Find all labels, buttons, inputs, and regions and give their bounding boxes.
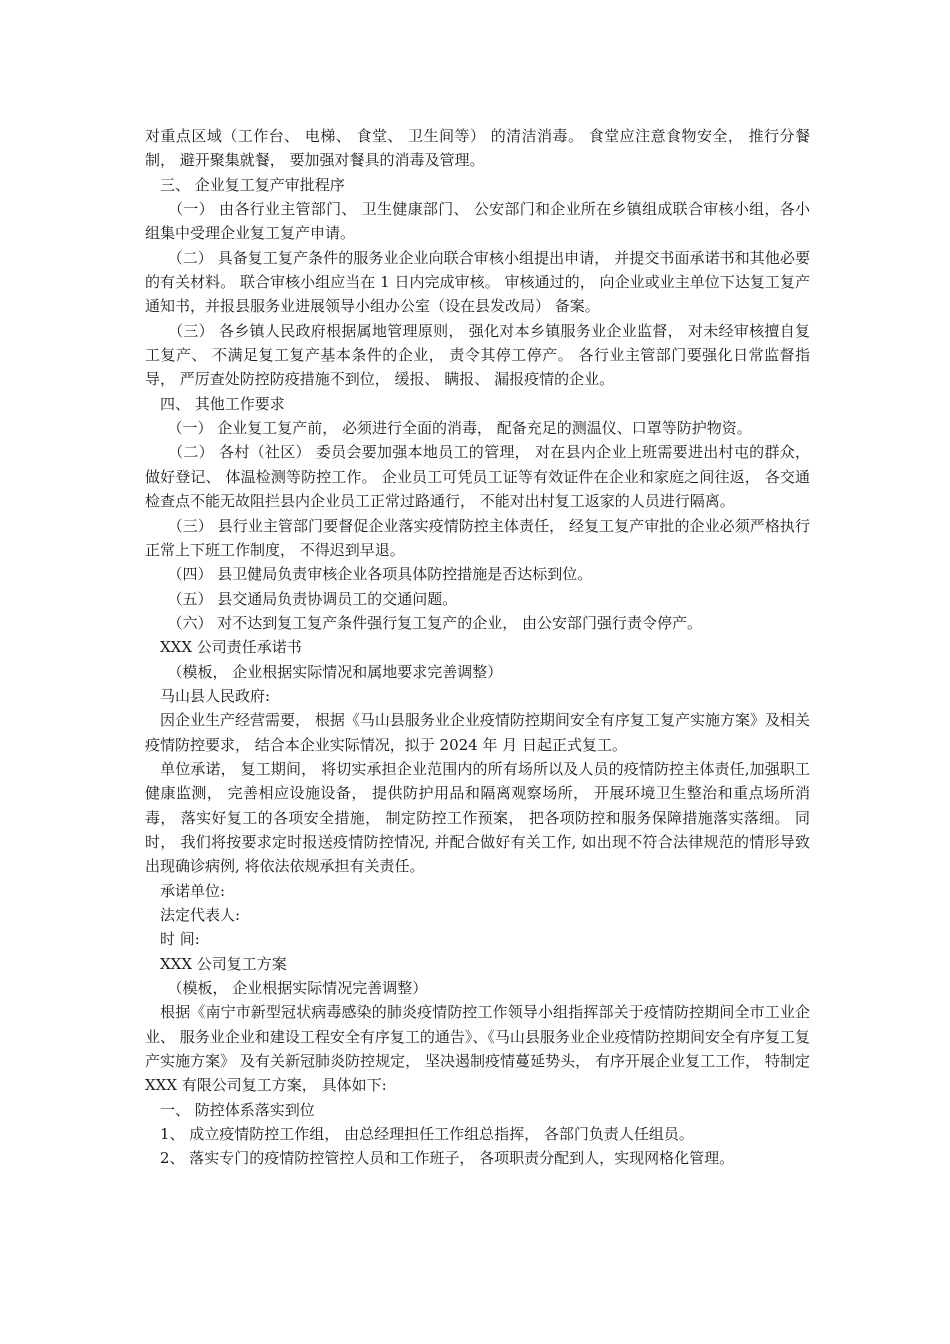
paragraph-3-1: （一） 由各行业主管部门、 卫生健康部门、 公安部门和企业所在乡镇组成联合审核小组，各小组集中受理企业复工复产申请。 [145, 200, 810, 243]
note-commitment-template: （模板， 企业根据实际情况和属地要求完善调整） [145, 662, 503, 681]
paragraph-4-6: （六） 对不达到复工复产条件强行复工复产的企业， 由公安部门强行责令停产。 [145, 613, 703, 632]
signature-representative: 法定代表人: [145, 906, 241, 924]
salutation: 马山县人民政府: [145, 686, 271, 705]
paragraph-hygiene: 对重点区域（工作台、 电梯、 食堂、 卫生间等） 的清洁消毒。 食堂应注意食物安全， 推行分餐制， 避开聚集就餐， 要加强对餐具的消毒及管理。 [145, 127, 810, 170]
document-body [145, 124, 810, 1171]
paragraph-4-1: （一） 企业复工复产前， 必须进行全面的消毒， 配备充足的测温仪、口罩等防护物资。 [145, 419, 752, 438]
heading-section-3: 三、 企业复工复产审批程序 [145, 175, 345, 194]
paragraph-4-3: （三） 县行业主管部门要督促企业落实疫情防控主体责任， 经复工复产审批的企业必须严格执行正常上下班工作制度， 不得迟到早退。 [145, 516, 810, 559]
note-plan-template: （模板， 企业根据实际情况完善调整） [145, 979, 428, 998]
signature-unit: 承诺单位: [145, 881, 226, 900]
heading-plan-section-1: 一、 防控体系落实到位 [145, 1100, 315, 1119]
title-commitment-letter: XXX 公司责任承诺书 [145, 638, 302, 657]
paragraph-3-3: （三） 各乡镇人民政府根据属地管理原则， 强化对本乡镇服务业企业监督， 对未经审核擅自复工复产、 不满足复工复产基本条件的企业， 责令其停工停产。 各行业主管部门要强化日常监督指导， 严厉查处防控防疫措施不到位， 缓报、 瞒报、 漏报疫情的企业。 [145, 321, 810, 389]
signature-date: 时 间: [145, 930, 200, 949]
paragraph-4-5: （五） 县交通局负责协调员工的交通问题。 [145, 589, 458, 608]
title-resumption-plan: XXX 公司复工方案 [145, 954, 287, 973]
paragraph-4-4: （四） 县卫健局负责审核企业各项具体防控措施是否达标到位。 [145, 565, 593, 584]
paragraph-plan-2: 2、 落实专门的疫情防控管控人员和工作班子， 各项职责分配到人，实现网格化管理。 [145, 1149, 735, 1168]
paragraph-commitment-intro: 因企业生产经营需要， 根据《马山县服务业企业疫情防控期间安全有序复工复产实施方案》及相关疫情防控要求， 结合本企业实际情况，拟于 2024 年 月 日起正式复工。 [145, 711, 810, 754]
paragraph-4-2: （二） 各村（社区） 委员会要加强本地员工的管理， 对在县内企业上班需要进出村屯的群众， 做好登记、 体温检测等防控工作。 企业员工可凭员工证等有效证件在企业和家庭之间往返， 各交通检查点不能无故阻拦县内企业员工正常过路通行， 不能对出村复工返家的人员进行隔离。 [145, 443, 810, 511]
paragraph-commitment-body: 单位承诺， 复工期间， 将切实承担企业范围内的所有场所以及人员的疫情防控主体责任,加强职工健康监测， 完善相应设施设备， 提供防护用品和隔离观察场所， 开展环境卫生整治和重点场所消毒， 落实好复工的各项安全措施， 制定防控工作预案， 把各项防控和服务保障措施落实落细。 同时， 我们将按要求定时报送疫情防控情况, 并配合做好有关工作, 如出现不符合法律规范的情形导致出现确诊病例, 将依法依规承担有关责任。 [145, 759, 810, 876]
paragraph-3-2: （二） 具备复工复产条件的服务业企业向联合审核小组提出申请， 并提交书面承诺书和其他必要的有关材料。 联合审核小组应当在 1 日内完成审核。 审核通过的， 向企业或业主单位下达复工复产通知书，并报县服务业进展领导小组办公室（设在县发改局） 备案。 [145, 248, 810, 316]
paragraph-plan-1: 1、 成立疫情防控工作组， 由总经理担任工作组总指挥， 各部门负责人任组员。 [145, 1125, 694, 1144]
heading-section-4: 四、 其他工作要求 [145, 394, 285, 413]
paragraph-plan-intro: 根据《南宁市新型冠状病毒感染的肺炎疫情防控工作领导小组指挥部关于疫情防控期间全市工业企业、 服务业企业和建设工程安全有序复工的通告》、《马山县服务业企业疫情防控期间安全有序复工复产实施方案》 及有关新冠肺炎防控规定， 坚决遏制疫情蔓延势头， 有序开展企业复工工作， 特制定 XXX 有限公司复工方案， 具体如下: [145, 1003, 810, 1095]
